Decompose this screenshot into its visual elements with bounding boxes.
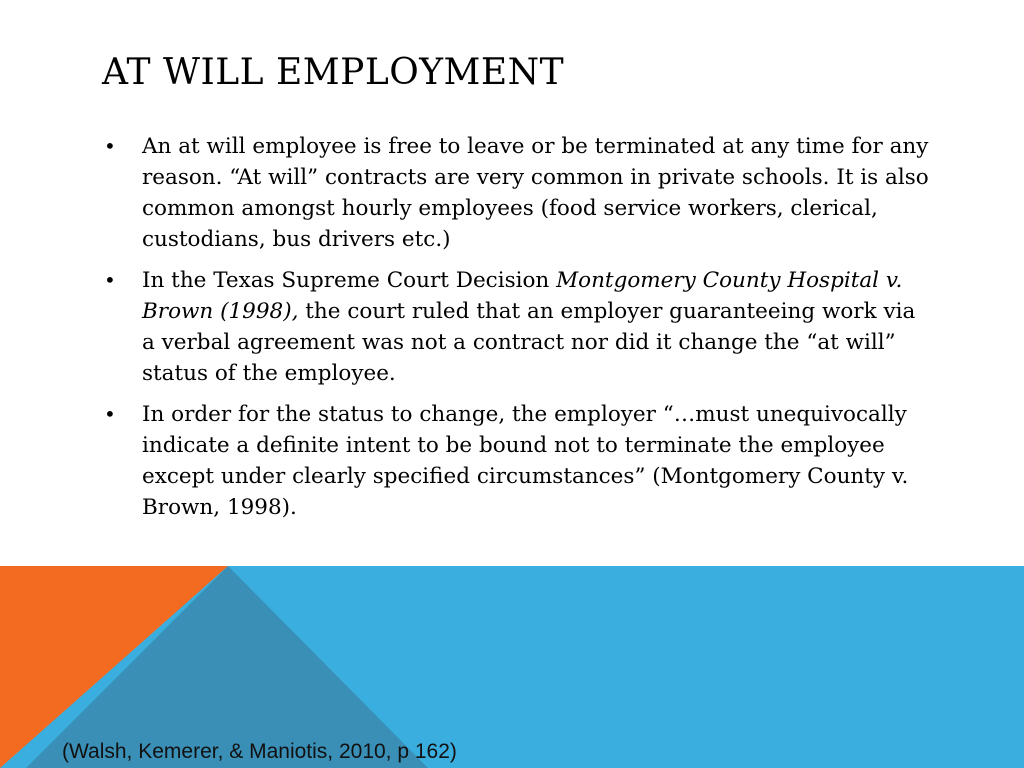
bullet-text: An at will employee is free to leave or be terminated at any time for any reason. “At will” contracts are very common in private schools. It is also common amongst hourly employees (food service workers, clerical, custodians, bus drivers etc.) bbox=[142, 134, 929, 252]
bullet-icon: • bbox=[104, 134, 116, 158]
bullet-item bbox=[104, 265, 934, 389]
bullet-text-prefix: In the Texas Supreme Court Decision bbox=[142, 268, 557, 293]
bullet-item bbox=[104, 131, 934, 255]
bullet-icon: • bbox=[104, 402, 116, 426]
case-name: Montgomery County Hospital v. Brown (1998), bbox=[142, 268, 903, 324]
bullet-icon: • bbox=[104, 268, 116, 292]
bullet-item bbox=[104, 399, 934, 523]
slide-title: AT WILL EMPLOYMENT bbox=[102, 52, 565, 93]
bullet-text: In order for the status to change, the employer “…must unequivocally indicate a definite intent to be bound not to terminate the employee except under clearly specified circumstances” (Montgomery County v. Brown, 1998). bbox=[142, 402, 909, 520]
citation: (Walsh, Kemerer, & Maniotis, 2010, p 162) bbox=[62, 740, 457, 763]
bullet-list bbox=[104, 131, 934, 533]
bullet-text-suffix: the court ruled that an employer guaranteeing work via a verbal agreement was not a contract nor did it change the “at will” status of the employee. bbox=[142, 299, 916, 386]
